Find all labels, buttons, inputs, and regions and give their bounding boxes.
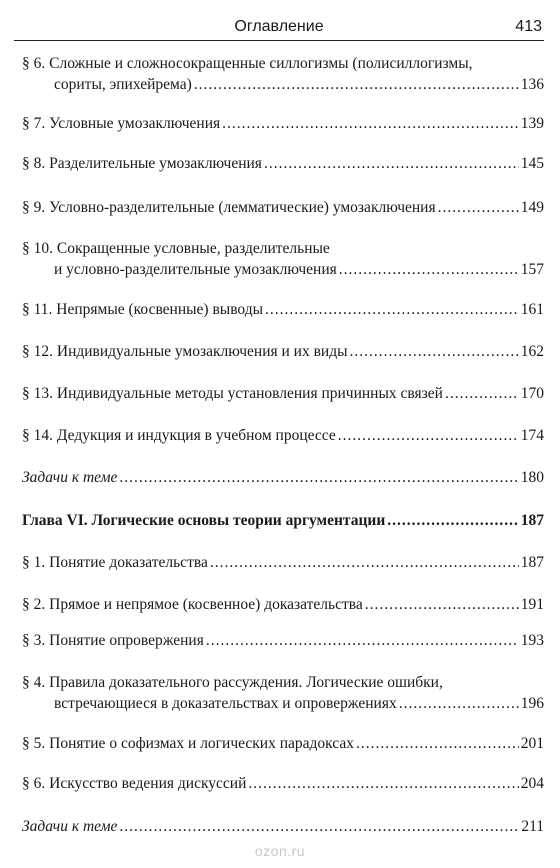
toc-entry-title: Задачи к теме bbox=[22, 469, 118, 486]
leader-dots bbox=[194, 74, 519, 95]
toc-page-number: 162 bbox=[520, 343, 544, 360]
toc-entry-title-line: § 6. Сложные и сложносокращенные силлогизмы (полисиллогизмы, bbox=[22, 55, 473, 72]
leader-dots bbox=[119, 816, 519, 837]
toc-page-number: 157 bbox=[520, 261, 544, 278]
toc-page-number: 145 bbox=[520, 155, 544, 172]
toc-entry-title: § 11. Непрямые (косвенные) выводы bbox=[22, 301, 264, 318]
toc-entry[interactable] bbox=[22, 299, 544, 320]
toc-page-number: 174 bbox=[520, 427, 544, 444]
toc-entry[interactable] bbox=[22, 425, 544, 446]
leader-dots bbox=[119, 467, 518, 488]
leader-dots bbox=[445, 383, 519, 404]
toc-entry[interactable] bbox=[22, 630, 544, 651]
toc-entry-title-line: § 10. Сокращенные условные, разделительные bbox=[22, 240, 330, 257]
toc-page-number: 187 bbox=[520, 554, 544, 571]
toc-entry-title: § 13. Индивидуальные методы установления причинных связей bbox=[22, 385, 443, 402]
toc-entry[interactable] bbox=[22, 467, 544, 488]
toc-entry-title: § 6. Искусство ведения дискуссий bbox=[22, 775, 247, 792]
toc-entry-title: § 2. Прямое и непрямое (косвенное) доказательства bbox=[22, 596, 363, 613]
leader-dots bbox=[365, 594, 519, 615]
leader-dots bbox=[356, 733, 519, 754]
toc-entry[interactable] bbox=[22, 594, 544, 615]
toc-page-number: 191 bbox=[520, 596, 544, 613]
leader-dots bbox=[210, 552, 519, 573]
toc-page-number: 139 bbox=[520, 115, 544, 132]
toc-entry-title: § 8. Разделительные умозаключения bbox=[22, 155, 262, 172]
toc-entry[interactable] bbox=[22, 341, 544, 362]
leader-dots bbox=[264, 153, 519, 174]
toc-entry-title: § 1. Понятие доказательства bbox=[22, 554, 208, 571]
leader-dots bbox=[265, 299, 519, 320]
toc-entry[interactable] bbox=[22, 113, 544, 134]
leader-dots bbox=[338, 425, 519, 446]
toc-entry[interactable] bbox=[22, 552, 544, 573]
leader-dots bbox=[339, 259, 519, 280]
toc-entry[interactable] bbox=[22, 383, 544, 404]
toc-entry[interactable] bbox=[22, 53, 544, 95]
toc-page-number: 196 bbox=[520, 695, 544, 712]
toc-entry-title: § 5. Понятие о софизмах и логических парадоксах bbox=[22, 735, 355, 752]
toc-entry-title: и условно-разделительные умозаключения bbox=[54, 261, 337, 278]
watermark: ozon.ru bbox=[254, 843, 306, 859]
toc-entry[interactable] bbox=[22, 733, 544, 754]
toc-entry[interactable] bbox=[22, 773, 544, 794]
toc-page-number: 136 bbox=[520, 76, 544, 93]
toc-page-number: 170 bbox=[520, 385, 544, 402]
leader-dots bbox=[399, 693, 519, 714]
toc-entry-title: § 7. Условные умозаключения bbox=[22, 115, 221, 132]
leader-dots bbox=[206, 630, 519, 651]
toc-page-number: 193 bbox=[520, 632, 544, 649]
toc-entry-title-line: § 4. Правила доказательного рассуждения. Логические ошибки, bbox=[22, 674, 443, 691]
toc-page-number: 201 bbox=[520, 735, 544, 752]
toc-entry-title: встречающиеся в доказательствах и опровержениях bbox=[54, 695, 397, 712]
toc-entry-title: Задачи к теме bbox=[22, 818, 118, 835]
toc-entry-title: § 3. Понятие опровержения bbox=[22, 632, 204, 649]
toc-page-number: 204 bbox=[520, 775, 544, 792]
toc-page-number: 211 bbox=[521, 818, 544, 835]
leader-dots bbox=[350, 341, 519, 362]
toc-page-number: 187 bbox=[520, 512, 544, 529]
leader-dots bbox=[387, 510, 518, 531]
toc-entry-title: § 9. Условно-разделительные (лемматические) умозаключения bbox=[22, 199, 436, 216]
leader-dots bbox=[248, 773, 518, 794]
toc-chapter-entry[interactable] bbox=[22, 510, 544, 531]
toc-entry[interactable] bbox=[22, 153, 544, 174]
toc-chapter-title: Глава VI. Логические основы теории аргументации bbox=[22, 512, 386, 529]
toc-entry[interactable] bbox=[22, 197, 544, 218]
toc-entry-title: § 12. Индивидуальные умозаключения и их виды bbox=[22, 343, 348, 360]
toc-entry[interactable] bbox=[22, 238, 544, 280]
header-title: Оглавление bbox=[234, 18, 324, 35]
header-page-number: 413 bbox=[515, 18, 542, 35]
toc-entry[interactable] bbox=[22, 672, 544, 714]
toc-entry-title: сориты, эпихейрема) bbox=[54, 76, 192, 93]
leader-dots bbox=[222, 113, 519, 134]
running-header bbox=[14, 16, 544, 41]
toc-page-number: 180 bbox=[520, 469, 544, 486]
toc-page-number: 149 bbox=[520, 199, 544, 216]
leader-dots bbox=[438, 197, 519, 218]
toc-page-number: 161 bbox=[520, 301, 544, 318]
toc-entry[interactable] bbox=[22, 816, 544, 837]
toc-entry-title: § 14. Дедукция и индукция в учебном процессе bbox=[22, 427, 336, 444]
